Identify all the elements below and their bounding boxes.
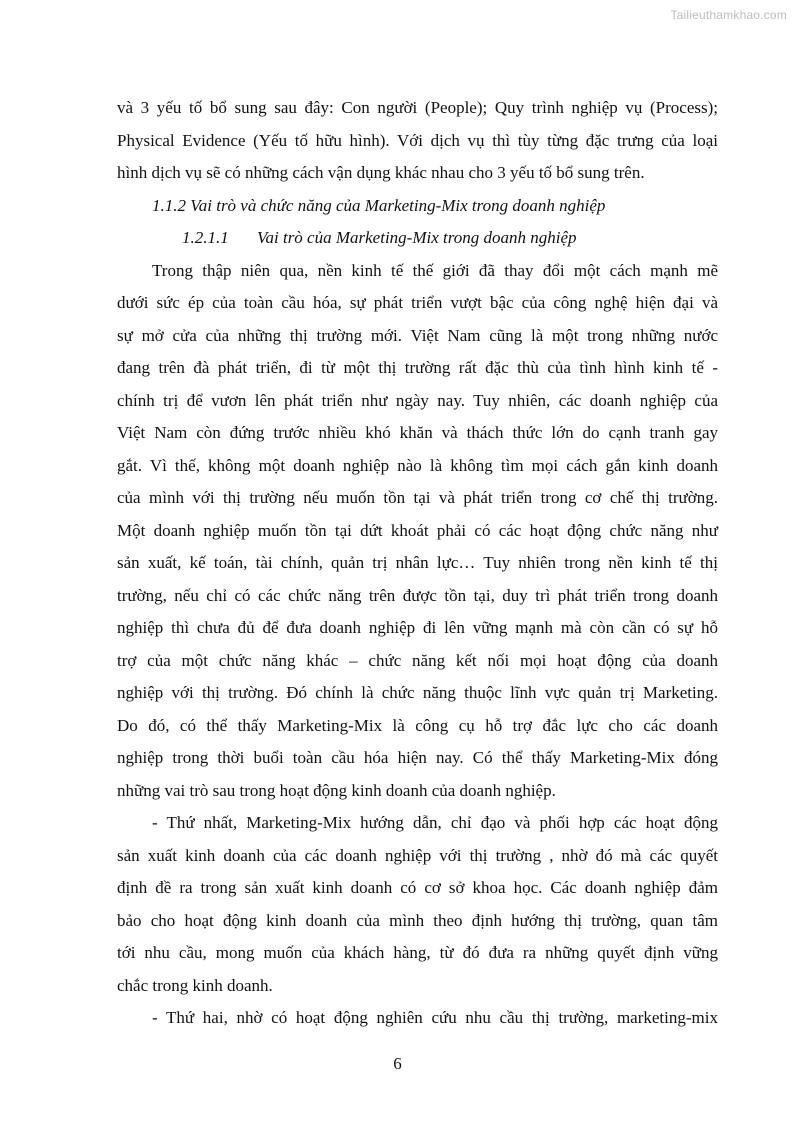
text-line: - Thứ nhất, Marketing-Mix hướng dẫn, chỉ đạo và phối hợp các hoạt động [152,813,718,832]
text-line: đang trên đà phát triển, đi từ một thị trường rất đặc thù của tình hình kinh tế - [117,358,718,377]
text-line: sự mở cửa của những thị trường mới. Việt Nam cũng là một trong những nước [117,325,718,345]
text-line: nghiệp trong thời buổi toàn cầu hóa hiện nay. Có thể thấy Marketing-Mix đóng [117,748,718,767]
text-line: trường, nếu chỉ có các chức năng trên được tồn tại, duy trì phát triển trong doanh [117,585,718,605]
text-line: định đề ra trong sản xuất kinh doanh có cơ sở khoa học. Các doanh nghiệp đảm [117,878,718,897]
text-line: chính trị để vươn lên phát triển như ngày nay. Tuy nhiên, các doanh nghiệp của [117,390,718,410]
paragraph-second-role [117,1002,718,1035]
text-line: Physical Evidence (Yếu tố hữu hình). Với dịch vụ thì tùy từng đặc trưng của loại [117,130,718,150]
paragraph-first-role [117,807,718,1002]
subsection-title: Vai trò của Marketing-Mix trong doanh nghiệp [257,228,577,247]
text-line: sản xuất, kế toán, tài chính, quản trị nhân lực… Tuy nhiên trong nền kinh tế thị [117,553,718,572]
subsection-heading [117,222,718,255]
text-line: sản xuất kinh doanh của các doanh nghiệp với thị trường , nhờ đó mà các quyết [117,845,718,865]
watermark: Tailieuthamkhao.com [670,8,787,22]
text-line: chắc trong kinh doanh. [117,975,273,995]
text-line: bảo cho hoạt động kinh doanh của mình theo định hướng thị trường, quan tâm [117,910,718,930]
text-line: Việt Nam còn đứng trước nhiều khó khăn và thách thức lớn do cạnh tranh gay [117,423,718,442]
text-line: của mình với thị trường nếu muốn tồn tại và phát triển trong cơ chế thị trường. [117,488,718,507]
text-line: Trong thập niên qua, nền kinh tế thế giới đã thay đổi một cách mạnh mẽ [152,260,718,280]
text-line: nghiệp thì chưa đủ để đưa doanh nghiệp đi lên vững mạnh mà còn cần có sự hỗ [117,618,718,637]
paragraph-intro [117,92,718,190]
subsection-number: 1.2.1.1 [182,228,229,247]
text-line: trợ của một chức năng khác – chức năng kết nối mọi hoạt động của doanh [117,650,718,670]
text-line: Một doanh nghiệp muốn tồn tại dứt khoát phải có các hoạt động chức năng như [117,520,718,540]
text-line: những vai trò sau trong hoạt động kinh doanh của doanh nghiệp. [117,780,556,800]
text-line: hình dịch vụ sẽ có những cách vận dụng khác nhau cho 3 yếu tố bổ sung trên. [117,163,645,182]
section-heading: 1.1.2 Vai trò và chức năng của Marketing-Mix trong doanh nghiệp [152,195,606,215]
paragraph-role [117,255,718,808]
text-line: dưới sức ép của toàn cầu hóa, sự phát triển vượt bậc của công nghệ hiện đại và [117,293,718,312]
text-line: tới nhu cầu, mong muốn của khách hàng, từ đó đưa ra những quyết định vững [117,943,718,962]
text-line: - Thứ hai, nhờ có hoạt động nghiên cứu nhu cầu thị trường, marketing-mix [152,1008,718,1027]
text-line: nghiệp với thị trường. Đó chính là chức năng thuộc lĩnh vực quản trị Marketing. [117,683,718,702]
page-number: 6 [393,1054,402,1073]
text-line: và 3 yếu tố bổ sung sau đây: Con người (People); Quy trình nghiệp vụ (Process); [117,98,718,117]
text-line: Do đó, có thể thấy Marketing-Mix là công cụ hỗ trợ đắc lực cho các doanh [117,715,718,735]
text-line: gắt. Vì thế, không một doanh nghiệp nào là không tìm mọi cách gắn kinh doanh [117,455,718,475]
document-body [117,92,718,1035]
